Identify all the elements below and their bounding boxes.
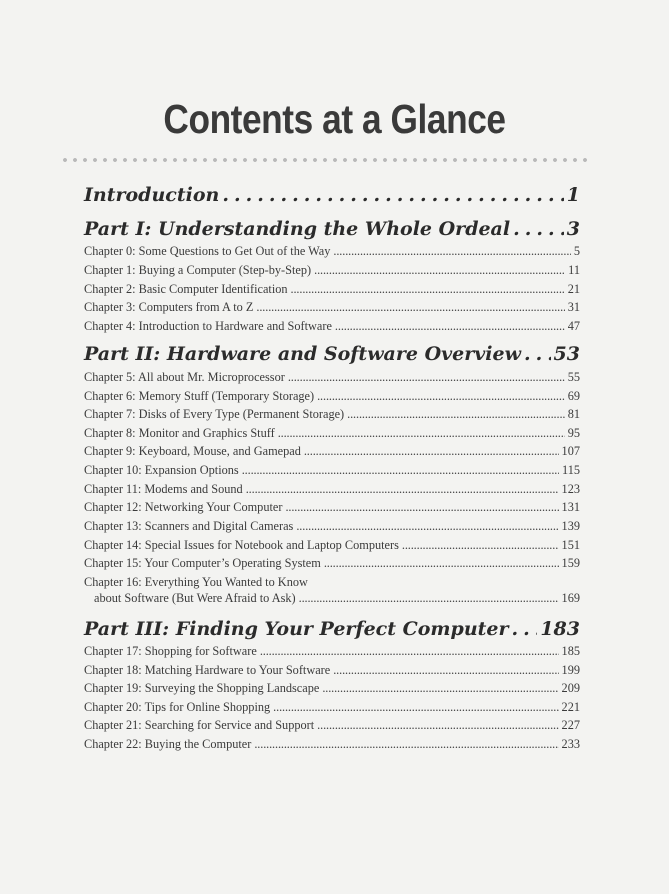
- toc-label: Chapter 6: Memory Stuff (Temporary Storage): [84, 389, 315, 403]
- page-title: Contents at a Glance: [163, 96, 506, 142]
- toc-leader: [273, 700, 558, 715]
- toc-page-number: 123: [561, 482, 580, 496]
- toc-leader: [256, 300, 564, 315]
- toc-leader: [246, 482, 559, 497]
- toc-label: Part III: Finding Your Perfect Computer: [84, 618, 509, 640]
- toc-chapter-8[interactable]: [84, 426, 580, 441]
- toc-label: Chapter 5: All about Mr. Microprocessor: [84, 370, 285, 384]
- toc-chapter-4[interactable]: [84, 319, 580, 334]
- toc-chapter-19[interactable]: [84, 681, 580, 696]
- toc-label: Chapter 18: Matching Hardware to Your Software: [84, 663, 331, 677]
- toc-chapter-14[interactable]: [84, 538, 580, 553]
- toc-part-1[interactable]: [84, 218, 580, 240]
- toc-chapter-11[interactable]: [84, 482, 580, 497]
- toc-page-number: 81: [567, 407, 580, 421]
- toc-page-number: 69: [567, 389, 580, 403]
- toc-page-number: 47: [567, 319, 580, 333]
- toc-page-number: 21: [567, 282, 580, 296]
- toc-page-number: 159: [561, 556, 580, 570]
- toc-page-number: 53: [553, 343, 580, 365]
- toc-label: Chapter 20: Tips for Online Shopping: [84, 700, 271, 714]
- toc-leader: [288, 370, 565, 385]
- toc-label: Part II: Hardware and Software Overview: [84, 343, 521, 365]
- toc-leader: [242, 463, 559, 478]
- toc-chapter-5[interactable]: [84, 370, 580, 385]
- toc-page-number: 95: [567, 426, 580, 440]
- toc-chapter-17[interactable]: [84, 644, 580, 659]
- toc-label: Chapter 7: Disks of Every Type (Permanent Storage): [84, 407, 345, 421]
- toc-leader: [524, 343, 551, 365]
- toc-chapter-10[interactable]: [84, 463, 580, 478]
- toc-label: Chapter 19: Surveying the Shopping Landscape: [84, 681, 320, 695]
- toc-part-2[interactable]: [84, 343, 580, 365]
- toc-leader: [347, 407, 565, 422]
- toc-page-number: 3: [566, 218, 580, 240]
- toc-leader: [299, 591, 559, 606]
- toc-page-number: 185: [561, 644, 580, 658]
- toc-part-3[interactable]: [84, 618, 580, 640]
- toc-label: Chapter 9: Keyboard, Mouse, and Gamepad: [84, 444, 301, 458]
- toc-label: Chapter 4: Introduction to Hardware and Software: [84, 319, 332, 333]
- toc-label: Chapter 2: Basic Computer Identification: [84, 282, 288, 296]
- toc-page-number: 31: [567, 300, 580, 314]
- toc-page-number: 1: [566, 184, 580, 206]
- toc-leader: [317, 389, 565, 404]
- toc-chapter-12[interactable]: [84, 500, 580, 515]
- toc-page-number: 199: [561, 663, 580, 677]
- toc-chapter-18[interactable]: [84, 663, 580, 678]
- toc-label: Chapter 11: Modems and Sound: [84, 482, 243, 496]
- toc-label: Chapter 8: Monitor and Graphics Stuff: [84, 426, 275, 440]
- toc-intro[interactable]: [84, 184, 580, 206]
- toc-label-continued: about Software (But Were Afraid to Ask): [94, 591, 296, 605]
- toc-page-number: 5: [573, 244, 580, 258]
- toc-label: Chapter 15: Your Computer’s Operating System: [84, 556, 321, 570]
- toc-label: Introduction: [84, 184, 220, 206]
- toc-label: Chapter 1: Buying a Computer (Step-by-Step): [84, 263, 312, 277]
- toc-chapter-21[interactable]: [84, 718, 580, 733]
- toc-leader: [324, 556, 559, 571]
- toc-leader: [317, 718, 558, 733]
- toc-chapter-22[interactable]: [84, 737, 580, 752]
- toc-page-number: 233: [561, 737, 580, 751]
- toc-leader: [260, 644, 559, 659]
- toc-leader: [512, 618, 538, 640]
- toc-leader: [402, 538, 559, 553]
- toc-page-number: 131: [561, 500, 580, 514]
- toc-chapter-2[interactable]: [84, 282, 580, 297]
- toc-leader: [296, 519, 558, 534]
- toc-page-number: 115: [562, 463, 580, 477]
- toc-leader: [254, 737, 558, 752]
- toc-chapter-3[interactable]: [84, 300, 580, 315]
- toc-leader: [335, 319, 565, 334]
- toc-leader: [285, 500, 558, 515]
- toc-label: Chapter 13: Scanners and Digital Cameras: [84, 519, 294, 533]
- dotted-divider: [60, 157, 588, 163]
- toc-chapter-0[interactable]: [84, 244, 580, 259]
- toc-chapter-20[interactable]: [84, 700, 580, 715]
- toc-label: Chapter 14: Special Issues for Notebook and Laptop Computers: [84, 538, 399, 552]
- toc-leader: [333, 244, 570, 259]
- toc-page-number: 221: [561, 700, 580, 714]
- toc-label: Chapter 10: Expansion Options: [84, 463, 239, 477]
- toc-leader: [322, 681, 558, 696]
- toc-label: Chapter 17: Shopping for Software: [84, 644, 257, 658]
- toc-label: Chapter 21: Searching for Service and Support: [84, 718, 315, 732]
- toc-leader: [314, 263, 565, 278]
- toc-chapter-9[interactable]: [84, 444, 580, 459]
- toc-page-number: 169: [561, 591, 580, 605]
- toc-label: Chapter 0: Some Questions to Get Out of the Way: [84, 244, 331, 258]
- toc-leader: [222, 184, 563, 206]
- toc-chapter-1[interactable]: [84, 263, 580, 278]
- toc-label: Chapter 16: Everything You Wanted to Know: [84, 575, 308, 589]
- toc-leader: [333, 663, 558, 678]
- toc-page-number: 183: [540, 618, 580, 640]
- toc-label: Chapter 22: Buying the Computer: [84, 737, 252, 751]
- toc-page-number: 209: [561, 681, 580, 695]
- toc-leader: [278, 426, 565, 441]
- toc-leader: [291, 282, 565, 297]
- toc-chapter-6[interactable]: [84, 389, 580, 404]
- toc-label: Chapter 12: Networking Your Computer: [84, 500, 283, 514]
- toc-page-number: 227: [561, 718, 580, 732]
- toc-label: Part I: Understanding the Whole Ordeal: [84, 218, 511, 240]
- toc-page-number: 55: [567, 370, 580, 384]
- toc-page-number: 151: [561, 538, 580, 552]
- toc-page-number: 11: [568, 263, 580, 277]
- toc-chapter-13[interactable]: [84, 519, 580, 534]
- toc-chapter-15[interactable]: [84, 556, 580, 571]
- toc-label: Chapter 3: Computers from A to Z: [84, 300, 254, 314]
- toc-chapter-16[interactable]: [84, 575, 580, 606]
- toc-leader: [513, 218, 564, 240]
- toc-page-number: 107: [561, 444, 580, 458]
- toc-chapter-7[interactable]: [84, 407, 580, 422]
- toc-page-number: 139: [561, 519, 580, 533]
- toc-leader: [304, 444, 559, 459]
